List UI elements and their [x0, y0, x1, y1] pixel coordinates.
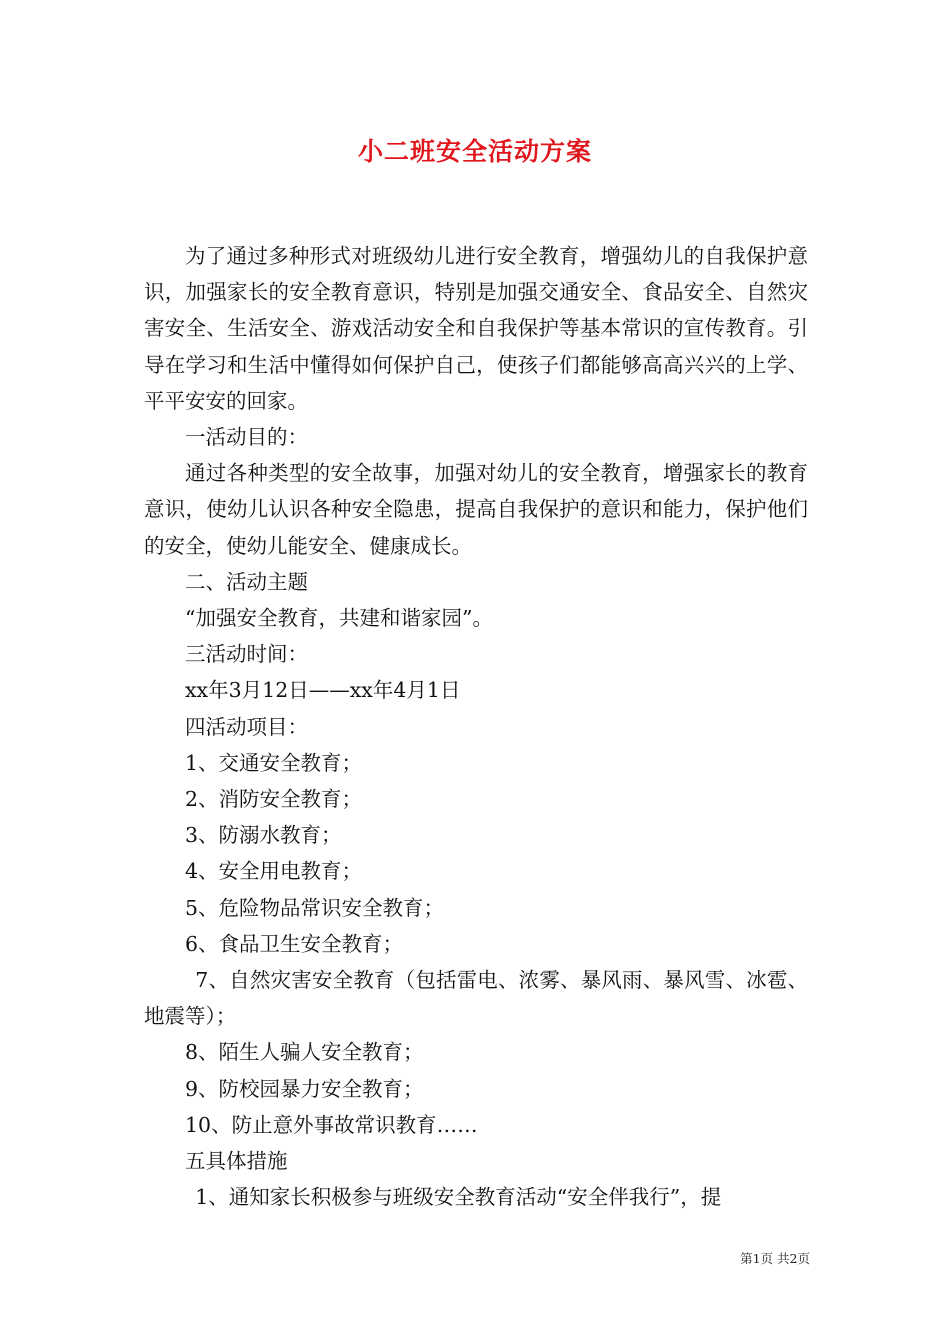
- list-item: 4、安全用电教育；: [185, 859, 363, 884]
- theme-paragraph: “加强安全教育，共建和谐家园”。: [185, 606, 493, 631]
- document-body: [144, 238, 808, 1215]
- time-paragraph: xx年3月12日——xx年4月1日: [185, 678, 461, 703]
- page-number: 第1页 共2页: [740, 1251, 810, 1266]
- list-item: 8、陌生人骗人安全教育；: [185, 1040, 424, 1065]
- purpose-paragraph: 通过各种类型的安全故事，加强对幼儿的安全教育，增强家长的教育意识，使幼儿认识各种安全隐患，提高自我保护的意识和能力，保护他们的安全，使幼儿能安全、健康成长。: [144, 461, 808, 558]
- intro-paragraph: 为了通过多种形式对班级幼儿进行安全教育，增强幼儿的自我保护意识，加强家长的安全教育意识，特别是加强交通安全、食品安全、自然灾害安全、生活安全、游戏活动安全和自我保护等基本常识的宣传教育。引导在学习和生活中懂得如何保护自己，使孩子们都能够高高兴兴的上学、平平安安的回家。: [144, 244, 808, 413]
- section-heading-theme: 二、活动主题: [185, 569, 308, 594]
- document-title: 小二班安全活动方案: [357, 137, 592, 166]
- list-item: 2、消防安全教育；: [185, 787, 363, 812]
- list-item: 9、防校园暴力安全教育；: [185, 1076, 424, 1101]
- section-heading-purpose: 一活动目的：: [185, 425, 308, 450]
- list-item: 3、防溺水教育；: [185, 823, 342, 848]
- section-heading-items: 四活动项目：: [185, 714, 308, 739]
- section-heading-measures: 五具体措施: [185, 1149, 288, 1174]
- list-item: 5、危险物品常识安全教育；: [185, 895, 445, 920]
- list-item: 7、自然灾害安全教育（包括雷电、浓雾、暴风雨、暴风雪、冰雹、地震等）；: [144, 968, 808, 1029]
- section-heading-time: 三活动时间：: [185, 642, 308, 667]
- list-item: 10、防止意外事故常识教育……: [185, 1112, 478, 1137]
- measures-paragraph: 1、通知家长积极参与班级安全教育活动“安全伴我行”，提: [195, 1185, 722, 1210]
- list-item: 6、食品卫生安全教育；: [185, 931, 404, 956]
- list-item: 1、交通安全教育；: [185, 750, 363, 775]
